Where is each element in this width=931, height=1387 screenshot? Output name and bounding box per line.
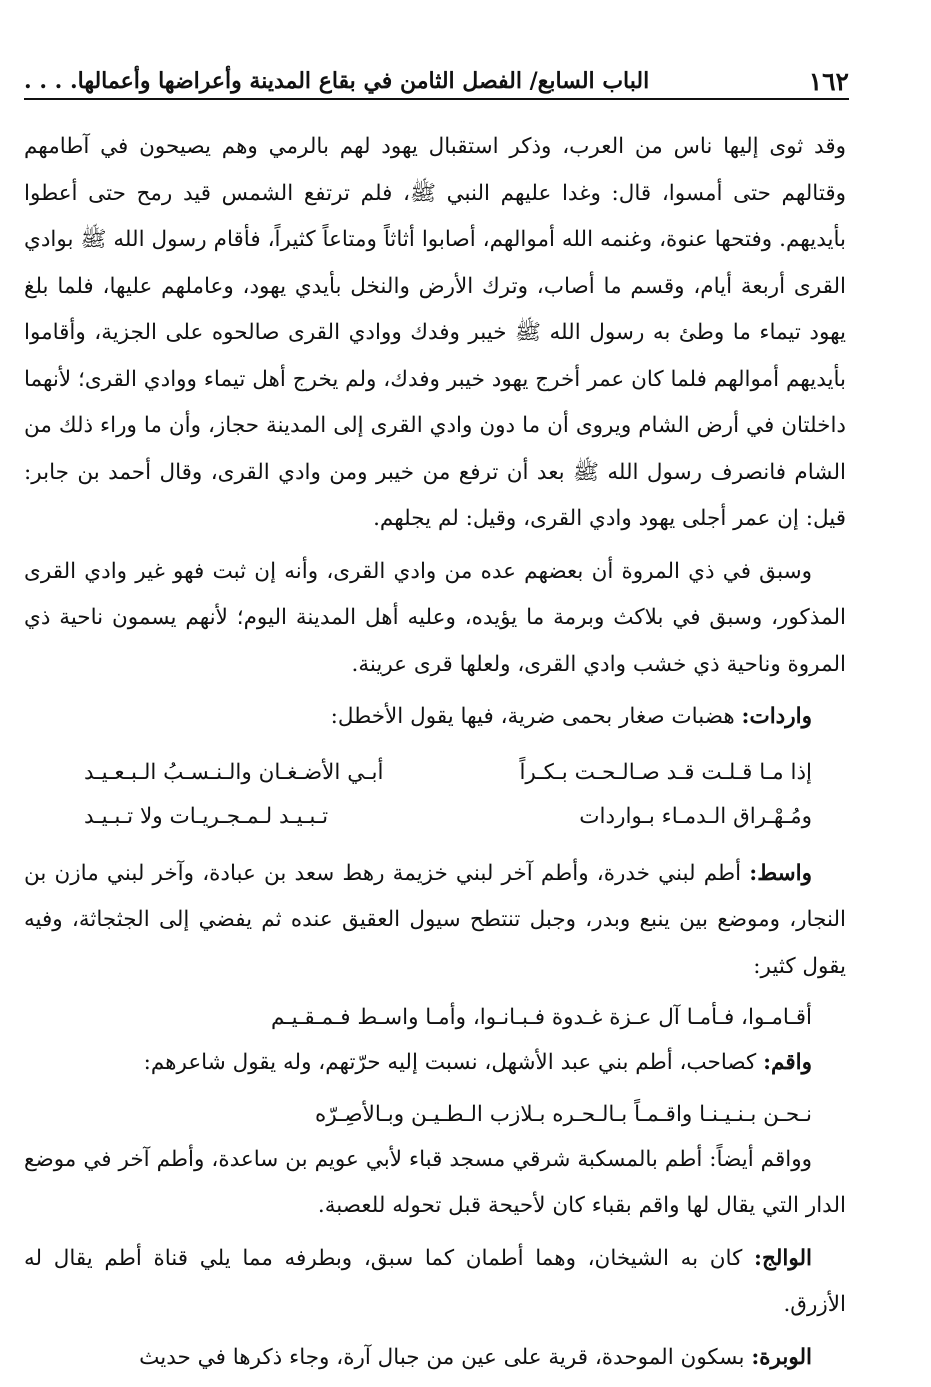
verse-hemistich: ومُـهْـراق الـدمـاء بـواردات bbox=[579, 803, 812, 829]
page-body bbox=[24, 124, 846, 1387]
verse-hemistich: إذا مـا قـلـت قـد صـالـحـت بـكـراً bbox=[519, 759, 812, 785]
verse-line-kuthayyir: أقـامـوا، فـأمـا آل عـزة غـدوة فـبـانـوا، وأمـا واسـط فـمـقـيـم bbox=[270, 1005, 812, 1030]
header-rule bbox=[24, 98, 849, 100]
running-title: الباب السابع/ الفصل الثامن في بقاع المدينة وأعراضها وأعمالها. . . . bbox=[24, 68, 650, 94]
entry-wasit bbox=[24, 851, 846, 991]
verse-hemistich: تـبـيـد لـمـجـريـات ولا تـبـيـد bbox=[84, 803, 329, 829]
entry-text-wabra: بسكون الموحدة، قرية على عين من جبال آرة، وجاء ذكرها في حديث bbox=[139, 1344, 752, 1370]
entry-text-wasit: أطم لبني خدرة، وأطم آخر لبني خزيمة رهط سعد بن عبادة، وآخر لبني مازن بن النجار، وموضع بين ينبع وبدر، وجبل تنتطح سيول العقيق عنده ثم يفضي إلى الجثجاثة، وفيه يقول كثير: bbox=[24, 860, 846, 979]
paragraph-waqim-also: وواقم أيضاً: أطم بالمسكبة شرقي مسجد قباء لأبي عويم بن ساعدة، وأطم آخر في موضع الدار التي يقال لها واقم بقباء كان لأحيحة قبل تحوله للعصبة. bbox=[24, 1146, 846, 1218]
entry-walij bbox=[24, 1236, 846, 1329]
page-number: ١٦٢ bbox=[808, 67, 849, 96]
page-header bbox=[24, 48, 849, 100]
entry-term-walij: الوالج: bbox=[754, 1245, 812, 1271]
entry-text-wardat: هضبات صغار بحمى ضرية، فيها يقول الأخطل: bbox=[330, 704, 742, 729]
entry-text-waqim: كصاحب، أطم بني عبد الأشهل، نسبت إليه حرّتهم، وله يقول شاعرهم: bbox=[143, 1050, 764, 1075]
entry-wabra bbox=[24, 1335, 846, 1382]
entry-term-wabra: الوبرة: bbox=[751, 1344, 812, 1370]
verse-block-akhtal bbox=[24, 751, 846, 839]
verse-hemistich: أبـي الأضـغـان والـنـسـبُ الـبـعـيـد bbox=[84, 759, 384, 785]
entry-wardat bbox=[24, 694, 846, 741]
verse-line bbox=[84, 751, 812, 795]
paragraph-dhi-al-marwa: وسبق في ذي المروة أن بعضهم عده من وادي القرى، وأنه إن ثبت فهو غير وادي القرى المذكور، وسبق في بلاكث وبرمة ما يؤيده، وعليه أهل المدينة اليوم؛ لأنهم يسمون ناحية ذي المروة وناحية ذي خشب وادي القرى، ولعلها قرى عرينة. bbox=[24, 558, 846, 677]
entry-text-walij: كان به الشيخان، وهما أطمان كما سبق، وبطرفه مما يلي قناة أطم يقال له الأزرق. bbox=[24, 1245, 846, 1317]
verse-line-waqim: نـحـن بـنـيـنـا واقـمـاً بـالـحـره بـلازب الـطـيـن وبـالأصِـرّه bbox=[314, 1101, 812, 1127]
entry-term-wardat: واردات: bbox=[741, 704, 812, 729]
entry-term-wasit: واسط: bbox=[749, 860, 812, 886]
entry-term-waqim: واقم: bbox=[763, 1050, 812, 1075]
paragraph-wadi-al-qura: وقد ثوى إليها ناس من العرب، وذكر استقبال يهود لهم بالرمي وهم يصيحون في آطامهم وقتالهم حتى أمسوا، قال: وغدا عليهم النبي ﷺ، فلم ترتفع الشمس قيد رمح حتى أعطوا بأيديهم. وفتحها عنوة، وغنمه الله أموالهم، أصابوا أثاثاً ومتاعاً كثيراً، فأقام رسول الله ﷺ بوادي القرى أربعة أيام، وقسم ما أصاب، وترك الأرض والنخل بأيدي يهود، وعاملهم عليها، فلما بلغ يهود تيماء ما وطئ به رسول الله ﷺ خيبر وفدك ووادي القرى صالحوه على الجزية، وأقاموا بأيديهم أموالهم فلما كان عمر أخرج يهود خيبر وفدك، ولم يخرج أهل تيماء ووادي القرى؛ لأنهما داخلتان في أرض الشام ويروى أن ما دون وادي القرى إلى المدينة حجاز، وأن ما وراء ذلك من الشام فانصرف رسول الله ﷺ بعد أن ترفع من خيبر ومن وادي القرى، وقال أحمد بن جابر: قيل: إن عمر أجلى يهود وادي القرى، وقيل: لم يجلهم. bbox=[24, 134, 846, 531]
entry-waqim bbox=[24, 1040, 846, 1087]
verse-line bbox=[84, 795, 812, 839]
